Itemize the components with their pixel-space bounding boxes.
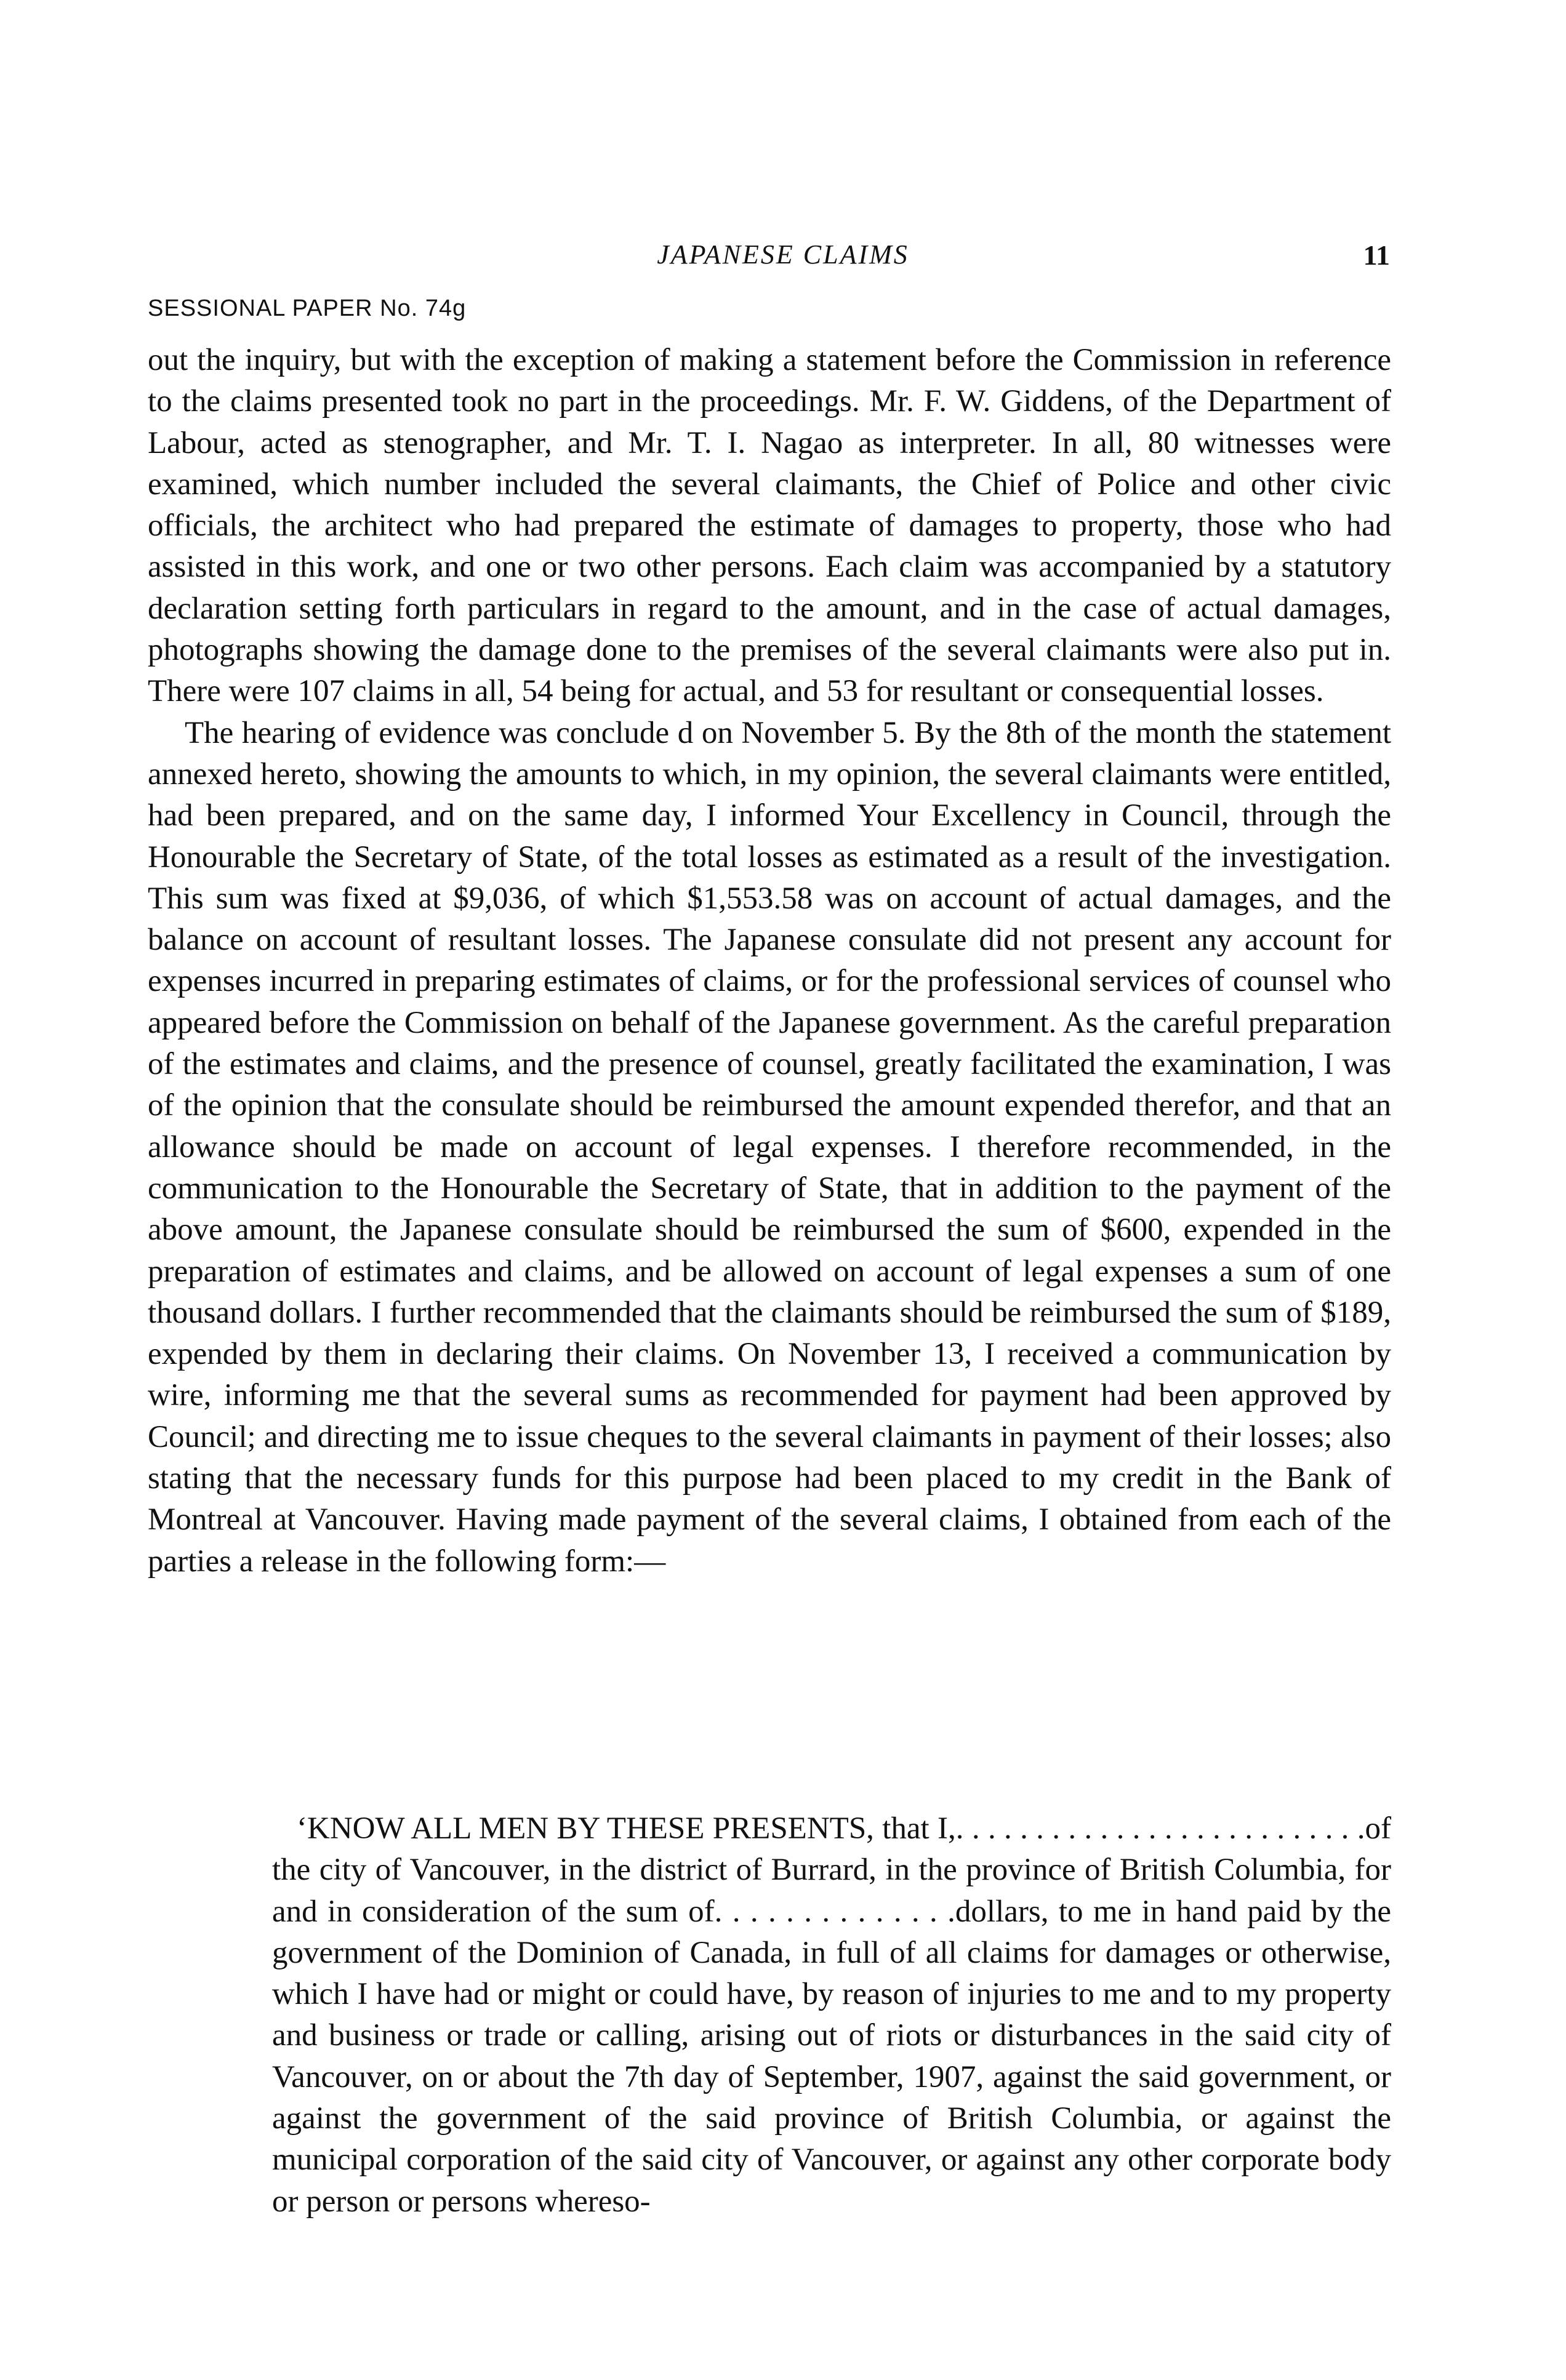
quote-paragraph: ‘KNOW ALL MEN BY THESE PRESENTS, that I,. . . . . . . . . . . . . . . . . . . . . . . . . .of the city of Vancouver, in the district of Burrard, in the province of British Columbia, for and in consideration of the sum of. . . . . . . . . . . . . .dollars, to me in hand paid by the government of the Dominion of Canada, in full of all claims for damages or otherwise, which I have had or might or could have, by reason of injuries to me and to my property and business or trade or calling, arising out of riots or disturbances in the said city of Vancouver, on or about the 7th day of September, 1907, against the said government, or against the government of the said province of British Columbia, or against the municipal corporation of the said city of Vancouver, or against any other corporate body or person or persons whereso- bbox=[272, 1811, 1391, 2219]
paragraph: out the inquiry, but with the exception of making a statement before the Commission in reference to the claims presented took no part in the proceedings. Mr. F. W. Giddens, of the Department of Labour, acted as stenographer, and Mr. T. I. Nagao as interpreter. In all, 80 witnesses were examined, which number included the several claimants, the Chief of Police and other civic officials, the architect who had prepared the estimate of damages to property, those who had assisted in this work, and one or two other persons. Each claim was accompanied by a statutory declaration setting forth particulars in regard to the amount, and in the case of actual damages, photographs showing the damage done to the premises of the several claimants were also put in. There were 107 claims in all, 54 being for actual, and 53 for resultant or consequential losses. bbox=[148, 343, 1391, 709]
page-number: 11 bbox=[1363, 239, 1390, 271]
running-title: JAPANESE CLAIMS bbox=[657, 239, 909, 270]
release-form-quote bbox=[272, 1808, 1391, 2222]
running-header bbox=[0, 239, 1566, 282]
paragraph: The hearing of evidence was conclude d on November 5. By the 8th of the month the statement annexed hereto, showing the amounts to which, in my opinion, the several claimants were entitled, had been prepared, and on the same day, I informed Your Excellency in Council, through the Honourable the Secretary of State, of the total losses as estimated as a result of the investigation. This sum was fixed at $9,036, of which $1,553.58 was on account of actual damages, and the balance on account of resultant losses. The Japanese consulate did not present any account for expenses incurred in preparing estimates of claims, or for the professional services of counsel who appeared before the Commission on behalf of the Japanese government. As the careful preparation of the estimates and claims, and the presence of counsel, greatly facilitated the examination, I was of the opinion that the consulate should be reimbursed the amount expended therefor, and that an allowance should be made on account of legal expenses. I therefore recommended, in the communication to the Honourable the Secretary of State, that in addition to the payment of the above amount, the Japanese consulate should be reimbursed the sum of $600, expended in the preparation of estimates and claims, and be allowed on account of legal expenses a sum of one thousand dollars. I further recommended that the claimants should be reimbursed the sum of $189, expended by them in declaring their claims. On November 13, I received a communication by wire, informing me that the several sums as recommended for payment had been approved by Council; and directing me to issue cheques to the several claimants in payment of their losses; also stating that the necessary funds for this purpose had been placed to my credit in the Bank of Montreal at Vancouver. Having made payment of the several claims, I obtained from each of the parties a release in the following form:— bbox=[148, 715, 1391, 1579]
sessional-paper-label: SESSIONAL PAPER No. 74g bbox=[148, 295, 467, 321]
body-text bbox=[148, 340, 1391, 1582]
